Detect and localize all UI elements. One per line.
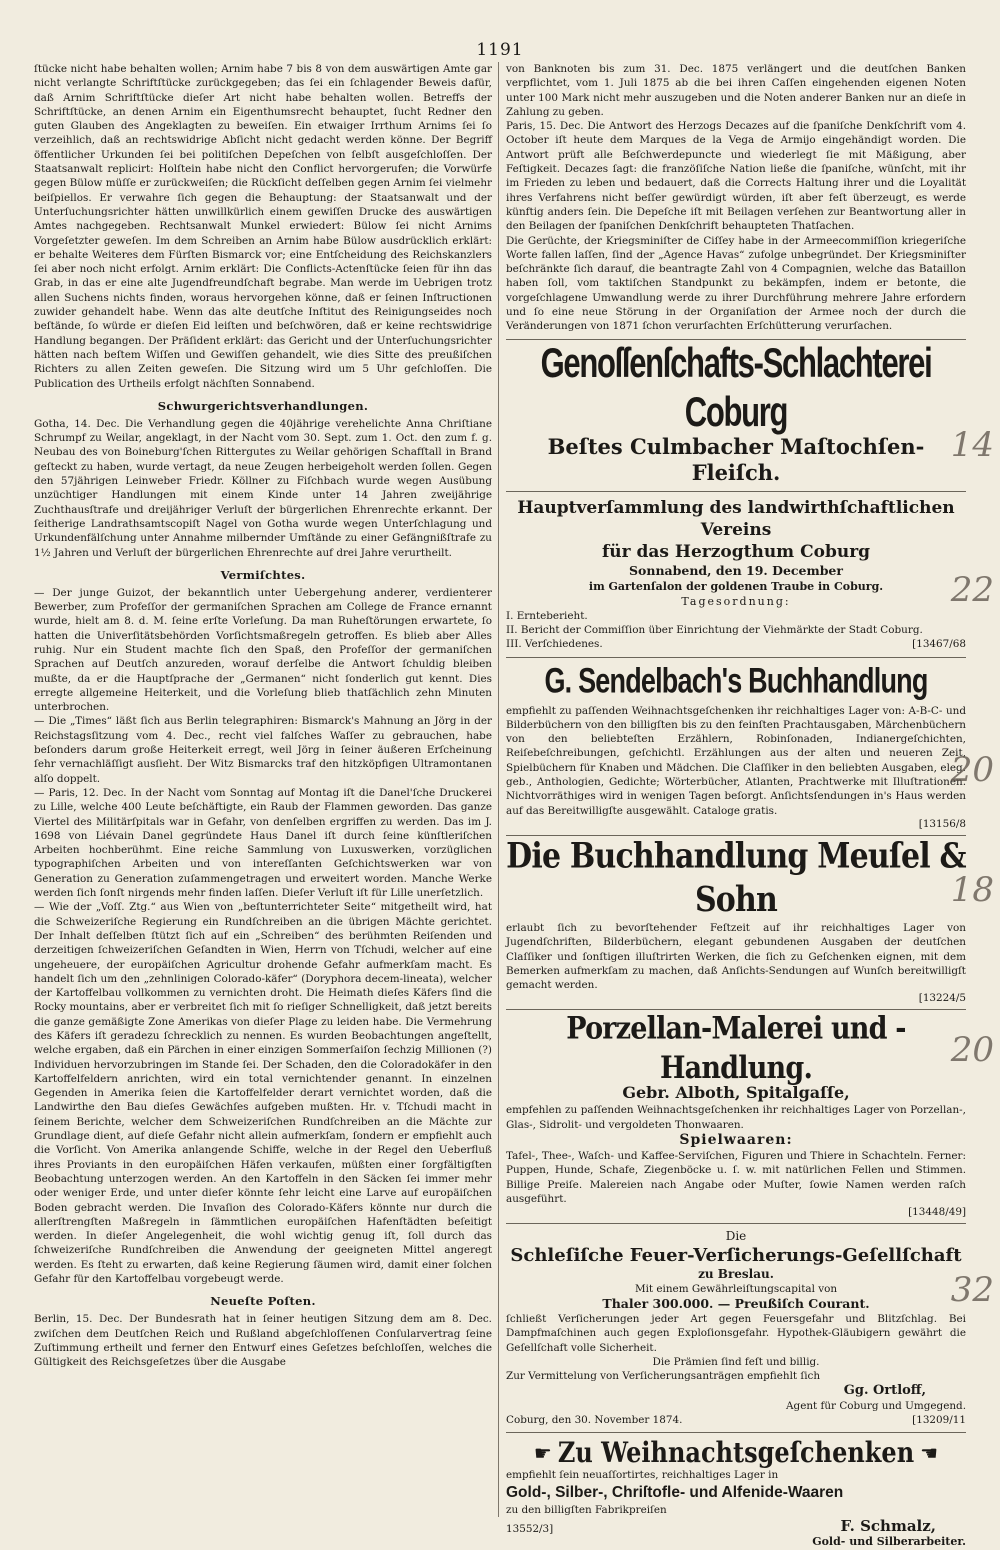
ad-insurance-premiums: Die Prämien ſind feſt und billig. <box>652 1356 820 1369</box>
ad-schmalz-text: empfiehlt ſein neuaſſortirtes, reichhaltiges Lager in <box>506 1469 779 1482</box>
ad-meusel-text: erlaubt ſich zu bevorſtehender Feſtzeit auf ihr reichhaltiges Lager von Jugendſchriften, Bilderbüchern, elegant gebundenen Ausgaben der deutſchen Claſſiker und ſonſtigen illuſtrirten Werken, die ſich zu Geſchenken eignen, mit dem Bemerken aufmerkſam zu machen, daß Anſichts-Sendungen auf Wunſch bereitwilligſt gemacht werden. <box>506 921 966 992</box>
section-heading-jury-trials: Schwurgerichtsverhandlungen. <box>157 398 369 413</box>
ad-schmalz-name: F. Schmalz, <box>840 1516 936 1535</box>
right-column <box>506 62 966 1550</box>
misc-guizot-text: — Der junge Guizot, der bekanntlich unter Uebergehung anderer, verdienterer Bewerber, zum Profeſſor der germaniſchen Sprachen am College de France ernannt wurde, hielt am 8. d. M. ſeine erſte Vorleſung. Da man Ruheſtörungen erwartete, ſo hatten die Univerſitätsbehörden Vorſichtsmaßregeln getroffen. Es blieb aber Alles ruhig. Nur ein Student machte ſich den Spaß, den Profeſſor der germaniſchen Sprachen auf Deutſch anzureden, worauf derſelbe die Antwort ſchuldig bleiben mußte, da er die Hauptſprache der „Germanen“ nicht ſonderlich gut kennt. Dies erregte allgemeine Heiterkeit, und die Vorleſung blieb thatſächlich zehn Minuten unterbrochen. <box>34 586 492 714</box>
ad-insurance-die: Die <box>725 1229 747 1244</box>
arnim-trial-text: ſtücke nicht habe behalten wollen; Arnim habe 7 bis 8 von dem auswärtigen Amte gar nicht verlangte Schriftſtücke zurückgegeben; das ſei ein ſchlagender Beweis dafür, daß Arnim Schriftſtücke dieſer Art nicht habe behalten wollen. Betreffs der Schriftſtücke, an denen Arnim ein Eigenthumsrecht behauptet, ſucht Redner den guten Glauben des Angeklagten zu beweiſen. Ein etwaiger Irrthum Arnims ſei ſo verzeihlich, daß an rechtswidrige Abſicht nicht gedacht werden könne. Der Begriff öffentlicher Urkunden ſei bei politiſchen Depeſchen von ſelbſt ausgeſchloſſen. Der Staatsanwalt replicirt: Holſtein habe nicht den Conflict hervorgerufen; die Vorwürfe gegen Bülow müſſe er zurückweiſen; die Rückſicht deſſelben gegen Arnim ſei vielmehr beiſpiellos. Er verwahre ſich gegen die Behauptung: der Staatsanwalt und der Unterſuchungsrichter hätten unwillkürlich einem gewiſſen Drucke des auswärtigen Amtes nachgegeben. Rechtsanwalt Munkel erwiedert: Bülow ſei nicht Arnims Vorgeſetzter geweſen. Im dem Schreiben an Arnim habe Bülow ausdrücklich erklärt: er behalte Weiteres dem Fürſten Bismarck vor; eine Entſcheidung des Reichskanzlers ſei aber noch nicht erfolgt. Arnim erklärt: Die Conflicts-Actenſtücke ſeien für ihn das Grab, in das er eine alte Jugendfreundſchaft begrabe. Man werde im Uebrigen trotz allen Suchens nichts finden, woraus hervorgehen könne, daß er ſeinen Inſtructionen zuwider gehandelt habe. Wenn das alte deutſche Inſtitut des Reinigungseides noch beſtände, ſo würde er dieſen Eid leiſten und beſchwören, daß er keine rechtswidrige Handlung begangen. Der Präſident erklärt: das Gericht und der Unterſuchungsrichter hätten nach beſtem Wiſſen und Gewiſſen gehandelt, wie dies Sitte des preußiſchen Richters zu allen Zeiten geweſen. Die Sitzung wird um 5 Uhr geſchloſſen. Die Publication des Urtheils erfolgt nächſten Sonnabend. <box>34 63 492 390</box>
ad-insurance-title: Schleſiſche Feuer-Verſicherungs-Geſellſchaft <box>510 1245 962 1267</box>
ad-reference: [13467/68 <box>912 638 966 651</box>
agenda-item: III. Verſchiedenes. <box>506 638 603 651</box>
pointing-hand-icon: ☛ <box>533 1441 552 1466</box>
ad-landwirtschaft-agenda-label: Tagesordnung: <box>681 594 791 608</box>
left-column <box>34 62 492 1370</box>
ad-landwirtschaft <box>506 497 966 652</box>
ad-insurance-agent-intro: Zur Vermittelung von Verſicherungsanträgen empfiehlt ſich <box>506 1370 821 1383</box>
ad-landwirtschaft-place: im Gartenſalon der goldenen Traube in Coburg. <box>588 579 884 593</box>
margin-mark: 20 <box>950 750 994 790</box>
ad-insurance-city: zu Breslau. <box>698 1267 774 1282</box>
latest-news-text: Berlin, 15. Dec. Der Bundesrath hat in ſeiner heutigen Sitzung dem am 8. Dec. zwiſchen dem Deutſchen Reich und Rußland abgeſchloſſenen Conſularvertrag ſeine Zuſtimmung ertheilt und ferner den Entwurf eines Geſetzes beſchloſſen, welches die Gültigkeit des Reichsgeſetzes über die Ausgabe <box>34 1313 492 1369</box>
ad-insurance <box>506 1229 966 1427</box>
ad-insurance-capital-label: Mit einem Gewährleiſtungscapital von <box>634 1283 838 1296</box>
pointing-hand-icon: ☚ <box>920 1441 939 1466</box>
ad-reference: [13156/8 <box>918 817 966 830</box>
separator-rule <box>506 1432 966 1433</box>
separator-rule <box>506 657 966 658</box>
ad-alboth-firm: Gebr. Alboth, Spitalgaſſe, <box>622 1083 850 1103</box>
ad-schmalz-goods: Gold-, Silber-, Chriſtofle- und Alfenide-Waaren <box>506 1483 844 1501</box>
misc-colorado-beetle-text: — Wie der „Voſſ. Ztg.“ aus Wien von „beſtunterrichteter Seite“ mitgetheilt wird, hat die Schweizeriſche Regierung ein Rundſchreiben an die übrigen Mächte gerichtet. Der Inhalt deſſelben ſtützt ſich auf ein „Schreiben“ des berühmten Reiſenden und derzeitigen ſchweizeriſchen Geſandten in Wien, Herrn von Tſchudi, welcher auf eine ungeheuere, der europäiſchen Agricultur drohende Gefahr aufmerkſam macht. Es handelt ſich um den „zehnlinigen Colorado-käfer“ (Doryphora decem-lineata), welcher der Kartoffelbau vollkommen zu vernichten droht. Die Heimath dieſes Käfers ſind die Rocky mountains, aber er verbreitet ſich mit ſo rieſiger Schnelligkeit, daß jetzt bereits die ganze gemäßigte Zone Amerikas von dieſer Plage zu leiden habe. Die Vermehrung des Käfers iſt geradezu ſchrecklich zu nennen. Es wurden Beobachtungen angeſtellt, welche ergaben, daß ein Pärchen in einer einzigen Sommerſaiſon ſechzig Millionen (?) Individuen hervorzubringen im Stande ſei. Der Schaden, den die Coloradokäfer in den Kartoffelfeldern anrichten, wird ein total vernichtender genannt. In einzelnen Gegenden in Amerika ſeien die Kartoffelfelder derart vernichtet worden, daß die Landwirthe den Bau dieſes Gewächſes aufgeben mußten. Hr. v. Tſchudi macht in ſeinem Berichte, welcher dem Schweizeriſchen Rundſchreiben an die Mächte zur Grundlage dient, auf dieſe Gefahr nicht allein aufmerkſam, ſondern er empfiehlt auch die Vorſicht. Von Amerika anlangende Schiffe, welche in der Regel den Ueberfluß ihres Proviants in den europäiſchen Häfen verkaufen, müßten einer ſorgfältigſten Beobachtung unterzogen werden. An den Kartoffeln in den Säcken ſei immer mehr oder weniger Erde, und unter dieſer könnte ſehr leicht eine Larve auf europäiſchen Boden gebracht werden. Die Invaſion des Colorado-Käfers könnte nur durch die allerſtrengſten Maßregeln in ſämmtlichen europäiſchen Hafenſtädten beſeitigt werden. In dieſer Angelegenheit, die wohl wichtig genug iſt, ſoll durch das ſchweizeriſche Rundſchreiben die Anwendung der geeigneten Mittel angeregt werden. Es ſteht zu erwarten, daß keine Regierung ſäumen wird, damit einer ſolchen Gefahr für den Kartoffelbau vorgebeugt werde. <box>34 901 492 1286</box>
agenda-item: I. Ernteberieht. <box>506 609 588 622</box>
ad-insurance-amount: Thaler 300.000. — Preußiſch Courant. <box>602 1296 870 1312</box>
separator-rule <box>506 491 966 492</box>
ad-reference: [13209/11 <box>912 1414 966 1427</box>
ad-schlachterei-subtitle: Beſtes Culmbacher Maſtochſen-Fleiſch. <box>547 433 925 485</box>
separator-rule <box>506 1223 966 1224</box>
misc-times-text: — Die „Times“ läßt ſich aus Berlin telegraphiren: Bismarck's Mahnung an Jörg in der Reichstagsſitzung vom 4. Dec., recht viel falſches Waſſer zu gebrauchen, habe beſonders darum große Heiterkeit erregt, weil Jörg in ſeiner äußeren Erſcheinung ſehr vernachläſſigt ausſieht. Der Witz Bismarcks traf den hitzköpfigen Ultramontanen alſo doppelt. <box>34 715 492 785</box>
page-number: 1191 <box>476 40 524 60</box>
ad-schmalz <box>506 1438 966 1548</box>
misc-paris-fire-text: — Paris, 12. Dec. In der Nacht vom Sonntag auf Montag iſt die Danel'ſche Druckerei zu Lille, welche 400 Leute beſchäftigte, ein Raub der Flammen geworden. Das ganze Viertel des Militärſpitals war in Gefahr, von denſelben ergriffen zu werden. Das im J. 1698 von Liévain Danel gegründete Haus Danel iſt durch ſeine künſtleriſchen Arbeiten hochberühmt. Eine reiche Sammlung von Luxuswerken, vorzüglichen typographiſchen Arbeiten und von intereſſanten Geſchichtswerken war von Generation zu Generation zuſammengetragen und erweitert worden. Manche Werke werden ſich ſonſt nirgends mehr finden laſſen. Dieſer Verluſt iſt für Lille unerſetzlich. <box>34 786 492 900</box>
ad-schmalz-title: Zu Weihnachtsgeſchenken <box>557 1436 915 1470</box>
ad-landwirtschaft-title2: für das Herzogthum Coburg <box>601 541 871 562</box>
ad-alboth-text: empfehlen zu paſſenden Weihnachtsgeſchenken ihr reichhaltiges Lager von Porzellan-, Glas-, Sidrolit- und vergoldeten Thonwaaren. <box>506 1104 966 1131</box>
margin-mark: 18 <box>950 870 994 910</box>
margin-mark: 14 <box>950 425 994 465</box>
ad-schlachterei-title: Genoſſenſchafts-Schlachterei Coburg <box>540 339 932 435</box>
ad-sendelbach-text: empfiehlt zu paſſenden Weihnachtsgeſchenken ihr reichhaltiges Lager von: A-B-C- und Bilderbüchern von den billigſten bis zu den feinſten Prachtausgaben, Märchenbüchern von den beliebteſten Erzählern, Robinſonaden, Indianergeſchichten, Reiſebeſchreibungen, geſchichtl. Erzählungen aus der alten und neueren Zeit, Spielbüchern für Knaben und Mädchen. Die Claſſiker in den beliebten Ausgaben, eleg. geb., Anthologien, Gedichte; Wörterbücher, Atlanten, Prachtwerke mit Illuſtrationen. Nichtvorräthiges wird in wenigen Tagen beſorgt. Anſichtsſendungen in's Haus werden auf das Bereitwilligſte ausgewählt. Cataloge gratis. <box>506 704 966 817</box>
ad-landwirtschaft-title: Hauptverſammlung des landwirthſchaftlichen Vereins <box>517 497 955 540</box>
ad-alboth-title: Porzellan-Malerei und -Handlung. <box>566 1011 906 1087</box>
ad-meusel <box>506 836 966 1005</box>
ad-sendelbach <box>506 661 966 830</box>
agenda-item: II. Bericht der Commiſſion über Einrichtung der Viehmärkte der Stadt Coburg. <box>506 623 923 636</box>
ad-reference: 13552/3] <box>506 1522 554 1535</box>
margin-mark: 20 <box>950 1030 994 1070</box>
column-divider <box>498 62 499 1517</box>
cissey-text: Die Gerüchte, der Kriegsminiſter de Ciſſey habe in der Armeecommiſſion kriegeriſche Worte fallen laſſen, ſind der „Agence Havas“ zufolge unbegründet. Der Kriegsminiſter beſchränkte ſich darauf, die beantragte Zahl von 4 Compagnien, welche das Bataillon haben ſoll, vom taktiſchen Standpunkt zu bekämpfen, indem er betonte, die vorgeſchlagene Umwandlung werde zu ihrer Durchführung mehrere Jahre erfordern und ſo eine neue Störung in der Organiſation der Armee noch der durch die Veränderungen von 1871 ſchon verurſachten Erſchütterung verurſachen. <box>506 234 966 333</box>
ad-landwirtschaft-date: Sonnabend, den 19. December <box>629 562 843 578</box>
ad-alboth <box>506 1011 966 1219</box>
ad-insurance-agent-sub: Agent für Coburg und Umgegend. <box>786 1400 966 1413</box>
ad-insurance-date: Coburg, den 30. November 1874. <box>506 1414 683 1427</box>
ad-reference: [13448/49] <box>908 1206 966 1219</box>
margin-mark: 32 <box>950 1270 994 1310</box>
ad-insurance-text: ſchließt Verſicherungen jeder Art gegen Feuersgefahr und Blitzſchlag. Bei Dampfmaſchinen auch gegen Exploſionsgefahr. Hypothek-Gläubigern gewährt die Geſellſchaft volle Sicherheit. <box>506 1313 966 1354</box>
ad-meusel-title: Die Buchhandlung Meuſel & Sohn <box>506 836 966 921</box>
section-heading-latest-news: Neueſte Poſten. <box>210 1294 316 1309</box>
ad-alboth-toys: Spielwaaren: <box>679 1131 793 1148</box>
paris-decazes-text: Paris, 15. Dec. Die Antwort des Herzogs Decazes auf die ſpaniſche Denkſchrift vom 4. October iſt heute dem Marques de la Vega de Armijo eingehändigt worden. Die Antwort prüft alle Beſchwerdepuncte und wiederlegt ſie mit Mäßigung, aber Feſtigkeit. Decazes ſagt: die franzöſiſche Nation ließe die ſpaniſche, wünſcht, mit ihr im Frieden zu leben und bedauert, daß die Corrects Haltung ihrer und die Loyalität ihres Verfahrens nicht beſſer gewürdigt würden, iſt aber feſt überzeugt, es werde künftig anders ſein. Die Depeſche iſt mit Beilagen verſehen zur Beantwortung aller in den Beilagen der ſpaniſchen Denkſchrift behaupteten Thatſachen. <box>506 120 966 233</box>
banknote-text: von Banknoten bis zum 31. Dec. 1875 verlängert und die deutſchen Banken verpflichtet, vom 1. Juli 1875 ab die bei ihren Caſſen eingehenden eigenen Noten unter 100 Mark nicht mehr auszugeben und die Noten anderer Banken nur an dieſe in Zahlung zu geben. <box>506 63 966 118</box>
ad-landwirtschaft-agenda <box>506 609 966 652</box>
ad-schlachterei <box>506 339 966 486</box>
ad-sendelbach-title: G. Sendelbach's Buchhandlung <box>544 661 928 701</box>
ad-schmalz-price: zu den billigſten Fabrikpreiſen <box>506 1503 667 1516</box>
ad-reference: [13224/5 <box>918 992 966 1005</box>
ad-alboth-text2: Tafel-, Thee-, Waſch- und Kaffee-Serviſchen, Figuren und Thiere in Schachteln. Ferner: Puppen, Hunde, Schafe, Ziegenböcke u. ſ. w. mit natürlichen Fellen und Stimmen. Billige Preiſe. Malereien nach Angabe oder Muſter, ſowie Namen werden raſch ausgeführt. <box>506 1149 966 1205</box>
jury-trials-text: Gotha, 14. Dec. Die Verhandlung gegen die 40jährige verehelichte Anna Chriſtiane Schrumpf zu Weilar, angeklagt, in der Nacht vom 30. Sept. zum 1. Oct. den zum f. g. Neubau des von Boineburg'ſchen Rittergutes zu Weilar gehörigen Schafſtall in Brand geſteckt zu haben, wurde vertagt, da neue Zeugen herbeigeholt werden ſollen. Gegen den 57jährigen Leinweber Friedr. Köllner zu Fiſchbach wurde wegen Ausübung unzüchtiger Handlungen mit einem Kinde unter 14 Jahren zweijährige Zuchthausſtrafe und dreijähriger Verluſt der bürgerlichen Ehrenrechte erkannt. Der ſeitherige Landrathsamtscopiſt Nagel von Gotha wurde wegen Unterſchlagung und Urkundenfälſchung unter Annahme milbernder Umſtände zu einer Gefängnißſtrafe zu 1½ Jahren und Verluſt der bürgerlichen Ehrenrechte auf drei Jahre verurtheilt. <box>34 417 492 559</box>
ad-schmalz-trade: Gold- und Silberarbeiter. <box>812 1534 966 1548</box>
section-heading-miscellaneous: Vermiſchtes. <box>220 567 306 582</box>
ad-insurance-agent-name: Gg. Ortloff, <box>843 1383 926 1399</box>
margin-mark: 22 <box>950 570 994 610</box>
